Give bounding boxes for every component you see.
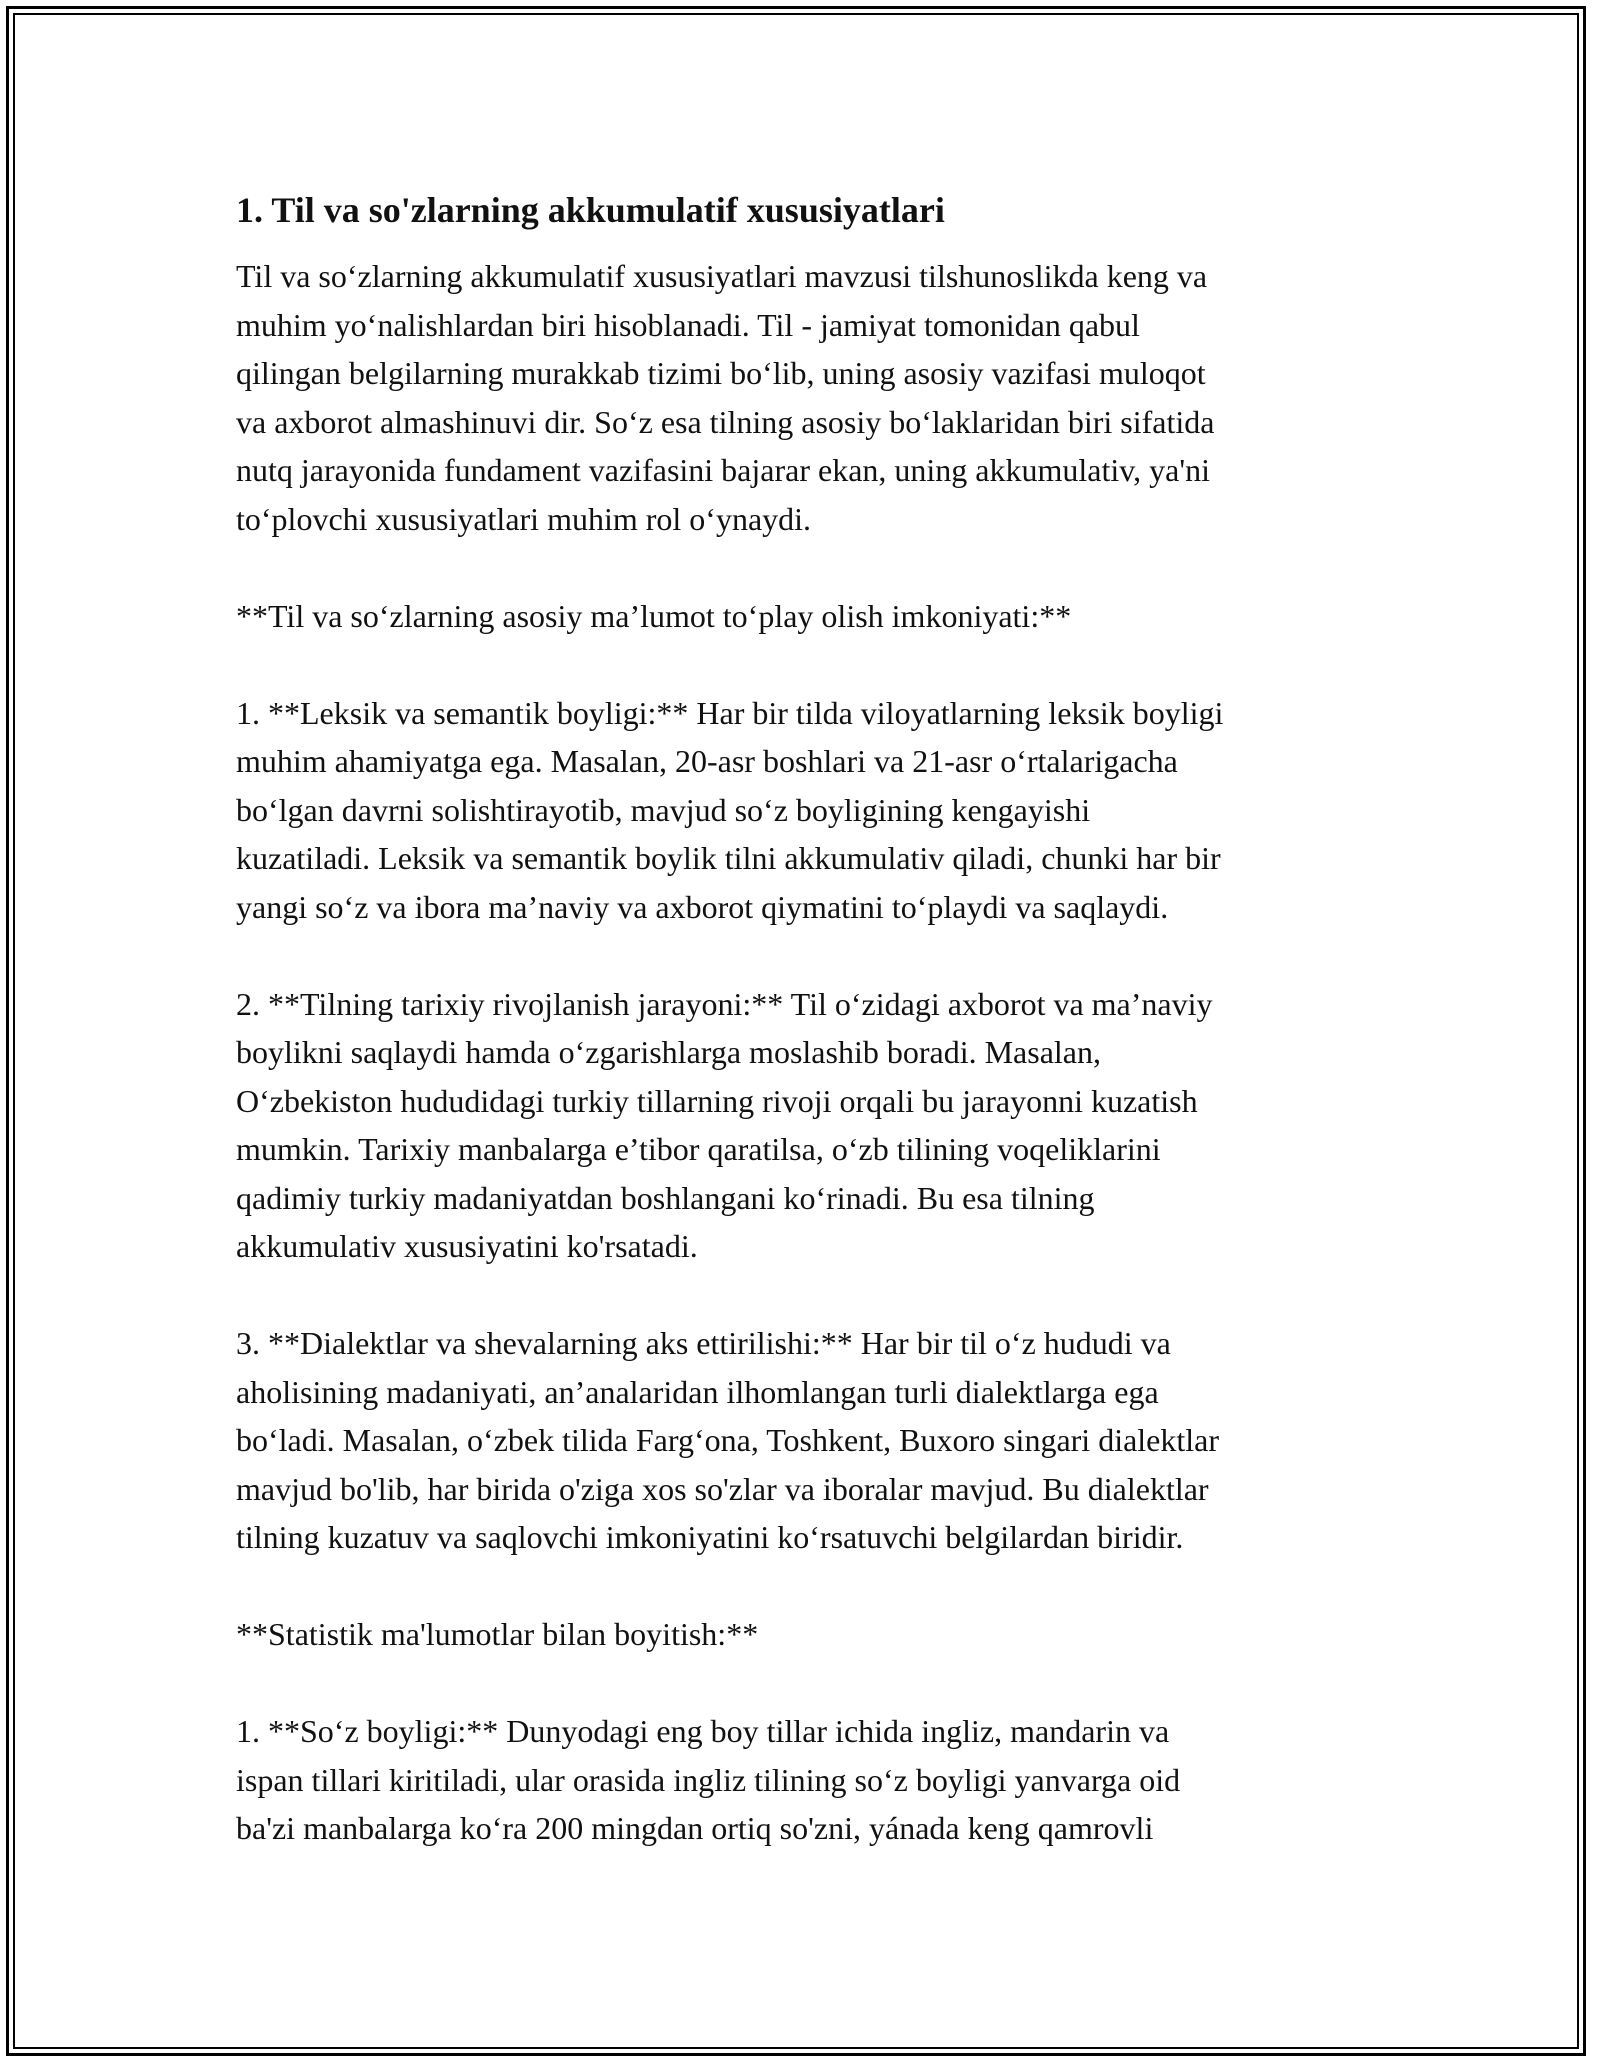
document-body (236, 180, 1376, 1853)
intro-paragraph: Til va so‘zlarning akkumulatif xususiyatlari mavzusi tilshunoslikda keng va muhim yo‘nalishlardan biri hisoblanadi. Til - jamiyat tomonidan qabul qilingan belgilarning murakkab tizimi bo‘lib, uning asosiy vazifasi muloqot va axborot almashinuvi dir. So‘z esa tilning asosiy bo‘laklaridan biri sifatida nutq jarayonida fundament vazifasini bajarar ekan, uning akkumulativ, ya'ni to‘plovchi xususiyatlari muhim rol o‘ynaydi. (236, 258, 1215, 537)
list-item-vocabulary: 1. **So‘z boyligi:** Dunyodagi eng boy tillar ichida ingliz, mandarin va ispan tillari kiritiladi, ular orasida ingliz tilining so‘z boyligi yanvarga oid ba'zi manbalarga ko‘ra 200 mingdan ortiq so'zni, yánada keng qamrovli (236, 1713, 1181, 1846)
subheading-accumulation: **Til va so‘zlarning asosiy ma’lumot to‘play olish imkoniyati:** (236, 597, 1072, 634)
list-item-lexical: 1. **Leksik va semantik boyligi:** Har bir tilda viloyatlarning leksik boyligi muhim ahamiyatga ega. Masalan, 20-asr boshlari va 21-asr o‘rtalarigacha bo‘lgan davrni solishtirayotib, mavjud so‘z boyligining kengayishi kuzatiladi. Leksik va semantik boylik tilni akkumulativ qiladi, chunki har bir yangi so‘z va ibora ma’naviy va axborot qiymatini to‘playdi va saqlaydi. (236, 694, 1224, 925)
subheading-statistics: **Statistik ma'lumotlar bilan boyitish:** (236, 1616, 759, 1652)
list-item-historical: 2. **Tilning tarixiy rivojlanish jarayoni:** Til o‘zidagi axborot va ma’naviy boylikni saqlaydi hamda o‘zgarishlarga moslashib boradi. Masalan, O‘zbekiston hududidagi turkiy tillarning rivoji orqali bu jarayonni kuzatish mumkin. Tarixiy manbalarga e’tibor qaratilsa, o‘zb tilining voqeliklarini qadimiy turkiy madaniyatdan boshlangani ko‘rinadi. Bu esa tilning akkumulativ xususiyatini ko'rsatadi. (236, 985, 1213, 1264)
list-item-dialects: 3. **Dialektlar va shevalarning aks ettirilishi:** Har bir til o‘z hududi va aholisining madaniyati, an’analaridan ilhomlangan turli dialektlarga ega bo‘ladi. Masalan, o‘zbek tilida Farg‘ona, Toshkent, Buxoro singari dialektlar mavjud bo'lib, har birida o'ziga xos so'zlar va iboralar mavjud. Bu dialektlar tilning kuzatuv va saqlovchi imkoniyatini ko‘rsatuvchi belgilardan biridir. (236, 1325, 1220, 1555)
section-heading: 1. Til va so'zlarning akkumulatif xususiyatlari (236, 190, 945, 230)
